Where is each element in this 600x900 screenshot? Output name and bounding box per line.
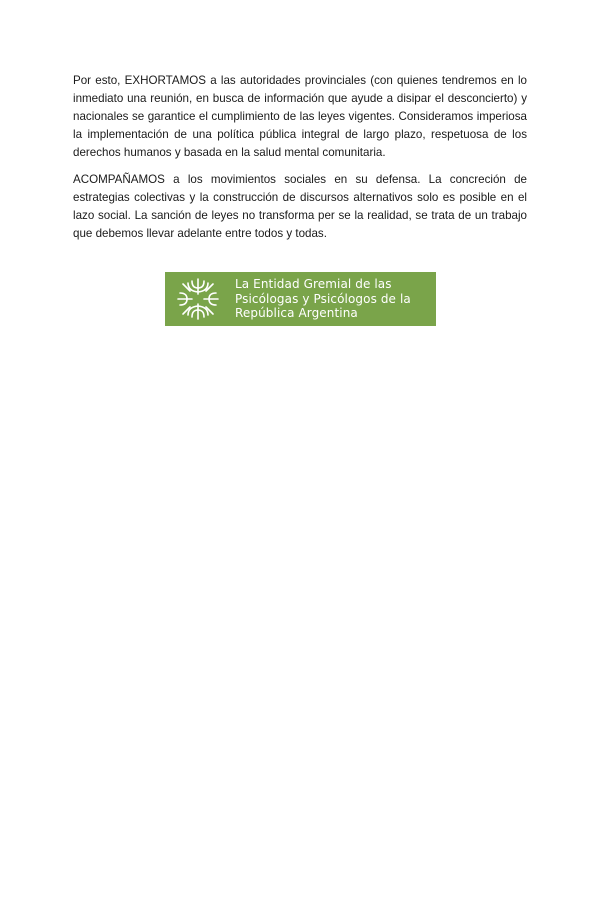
organization-name-line-1: La Entidad Gremial de las xyxy=(235,277,392,292)
organization-name-line-2: Psicólogas y Psicólogos de la xyxy=(235,291,411,306)
psi-seal-icon xyxy=(175,276,221,322)
organization-name-line-3: República Argentina xyxy=(235,306,358,321)
organization-logo-banner xyxy=(165,272,436,326)
organization-name xyxy=(235,277,411,320)
document-body xyxy=(73,72,527,243)
paragraph-acompanamos: ACOMPAÑAMOS a los movimientos sociales en su defensa. La concreción de estrategias colectivas y la construcción de discursos alternativos solo es posible en el lazo social. La sanción de leyes no transforma per se la realidad, se trata de un trabajo que debemos llevar adelante entre todos y todas. xyxy=(73,173,527,240)
paragraph-exhortamos: Por esto, EXHORTAMOS a las autoridades provinciales (con quienes tendremos en lo inmediato una reunión, en busca de información que ayude a disipar el desconcierto) y nacionales se garantice el cumplimiento de las leyes vigentes. Consideramos imperiosa la implementación de una política pública integral de largo plazo, respetuosa de los derechos humanos y basada en la salud mental comunitaria. xyxy=(73,74,527,159)
